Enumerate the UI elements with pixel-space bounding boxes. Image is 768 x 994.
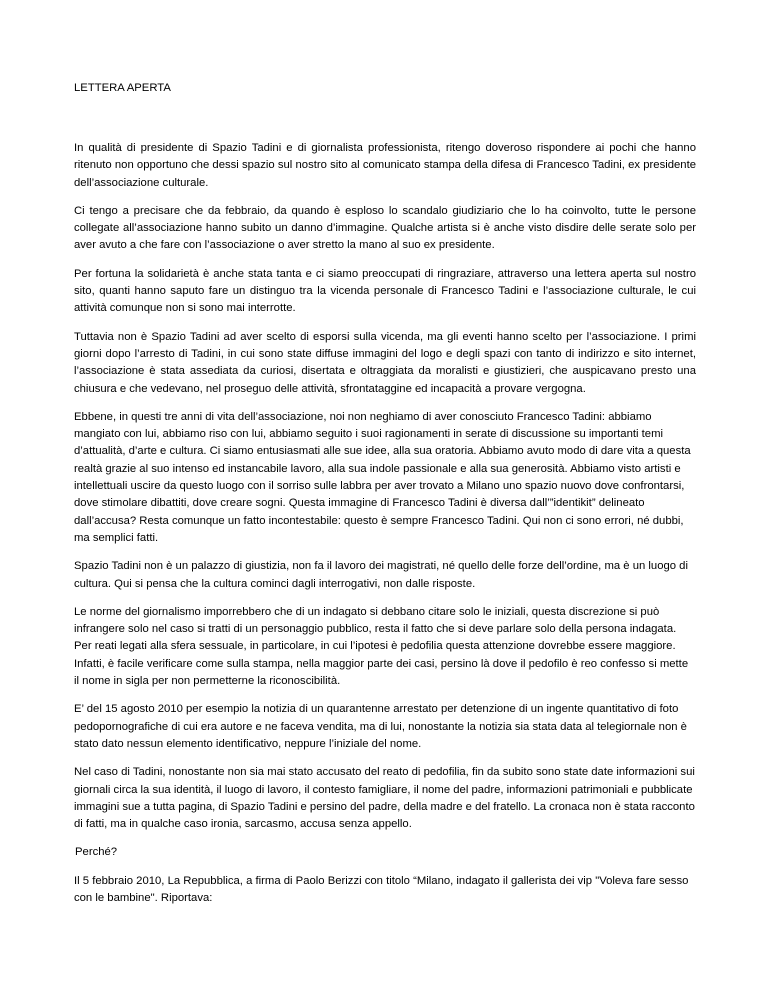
paragraph-memories: Ebbene, in questi tre anni di vita dell’associazione, noi non neghiamo di aver conosciuto Francesco Tadini: abbiamo mangiato con lui, abbiamo riso con lui, abbiamo seguito i suoi ragionamenti in serate di discussione su importanti temi d’attualità, d’arte e cultura. Ci siamo entusiasmati alle sue idee, alla sua oratoria. Abbiamo avuto modo di dare vita a questa realtà grazie al suo intenso ed instancabile lavoro, alla sua indole passionale e alla sua generosità. Abbiamo visto artisti e intellettuali uscire da questo luogo con il sorriso sulle labbra per aver trovato a Milano uno spazio nuovo dove confrontarsi, dove stimolare dibattiti, dove creare sogni. Questa immagine di Francesco Tadini è diversa dall’”identikit” delineato dall’accusa? Resta comunque un fatto incontestabile: questo è sempre Francesco Tadini. Qui non ci sono errori, né dubbi, ma semplici fatti. (74, 410, 691, 544)
letter-title: LETTERA APERTA (74, 82, 171, 94)
paragraph-journalism-norms: Le norme del giornalismo imporrebbero che di un indagato si debbano citare solo le iniziali, questa discrezione si può infrangere solo nel caso si tratti di un personaggio pubblico, resta il fatto che si deve parlare solo della persona indagata. Per reati legati alla sfera sessuale, in particolare, in cui l’ipotesi è pedofilia questa attenzione dovrebbe essere maggiore. Infatti, è facile verificare come sulla stampa, nella maggior parte dei casi, persino là dove il pedofilo è reo confesso si mette il nome in sigla per non permetterne la riconoscibilità. (74, 605, 689, 688)
paragraph-repubblica: Il 5 febbraio 2010, La Repubblica, a firma di Paolo Berizzi con titolo “Milano, indagato il gallerista dei vip "Voleva fare sesso con le bambine". Riportava: (74, 874, 689, 904)
paragraph-solidarity: Per fortuna la solidarietà è anche stata tanta e ci siamo preoccupati di ringraziare, attraverso una lettera aperta sul nostro sito, quanti hanno saputo fare un distinguo tra la vicenda personale di Francesco Tadini e l’associazione culturale, le cui attività comunque non si sono mai interrotte. (74, 267, 696, 315)
paragraph-damage: Ci tengo a precisare che da febbraio, da quando è esploso lo scandalo giudiziario che lo ha coinvolto, tutte le persone collegate all’associazione hanno subito un danno d’immagine. Qualche artista si è anche visto disdire delle serate solo per aver avuto a che fare con l’associazione o aver stretto la mano al suo ex presidente. (74, 204, 696, 252)
document-page (74, 80, 696, 918)
paragraph-example: E’ del 15 agosto 2010 per esempio la notizia di un quarantenne arrestato per detenzione di un ingente quantitativo di foto pedopornografiche di cui era autore e ne faceva vendita, ma di lui, nonostante la notizia sia stata data al telegiornale non è stato dato nessun elemento identificativo, neppure l’iniziale del nome. (74, 703, 687, 750)
paragraph-tadini-case: Nel caso di Tadini, nonostante non sia mai stato accusato del reato di pedofilia, fin da subito sono state date informazioni sui giornali circa la sua identità, il luogo di lavoro, il contesto famigliare, il nome del padre, informazioni patrimoniali e pubblicate immagini sue a tutta pagina, di Spazio Tadini e persino del padre, della madre e del fratello. La cronaca non è stata racconto di fatti, ma in qualche caso ironia, sarcasmo, accusa senza appello. (74, 766, 695, 831)
paragraph-question: Perché? (75, 846, 118, 859)
paragraph-events: Tuttavia non è Spazio Tadini ad aver scelto di esporsi sulla vicenda, ma gli eventi hanno scelto per l’associazione. I primi giorni dopo l’arresto di Tadini, in cui sono state diffuse immagini del logo e degli spazi con tanto di indirizzo e sito internet, l’associazione è stata assediata da curiosi, disertata e oltraggiata da moralisti e giustizieri, che auspicavano presto una chiusura e che vedevano, nel proseguo delle attività, sfrontataggine ed incapacità a provare vergogna. (74, 330, 696, 395)
paragraph-culture: Spazio Tadini non è un palazzo di giustizia, non fa il lavoro dei magistrati, né quello delle forze dell’ordine, ma è un luogo di cultura. Qui si pensa che la cultura cominci dagli interrogativi, non dalle risposte. (74, 560, 688, 590)
paragraph-intro: In qualità di presidente di Spazio Tadini e di giornalista professionista, ritengo doveroso rispondere ai pochi che hanno ritenuto non opportuno che dessi spazio sul nostro sito al comunicato stampa della difesa di Francesco Tadini, ex presidente dell’associazione culturale. (74, 142, 696, 189)
